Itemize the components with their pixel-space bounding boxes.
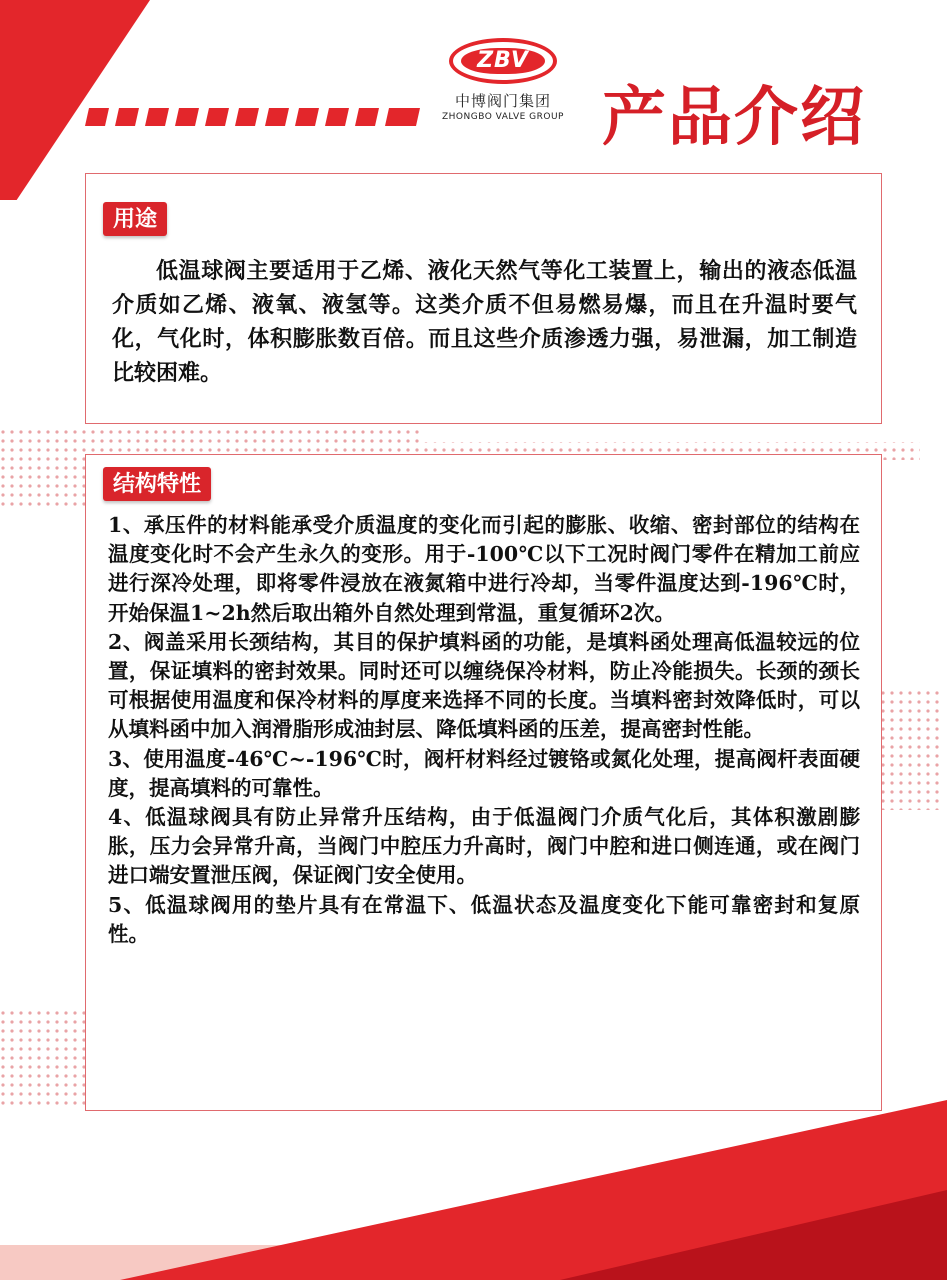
logo-mark-text: ZBV [461, 48, 545, 74]
structure-list [108, 511, 860, 949]
zbv-logo-mark [449, 38, 557, 84]
logo-company-name-en: ZHONGBO VALVE GROUP [442, 112, 564, 122]
usage-badge: 用途 [103, 202, 167, 236]
page-title: 产品介绍 [602, 80, 866, 155]
usage-text: 低温球阀主要适用于乙烯、液化天然气等化工装置上，输出的液态低温介质如乙烯、液氧、液氢等。这类介质不但易燃易爆，而且在升温时要气化，气化时，体积膨胀数百倍。而且这些介质渗透力强，易泄漏，加工制造比较困难。 [112, 258, 857, 386]
structure-item: 5、低温球阀用的垫片具有在常温下、低温状态及温度变化下能可靠密封和复原性。 [108, 892, 860, 946]
dot-pattern-left [0, 1010, 90, 1110]
structure-item: 4、低温球阀具有防止异常升压结构，由于低温阀门介质气化后，其体积激剧膨胀，压力会异常升高，当阀门中腔压力升高时，阀门中腔和进口侧连通，或在阀门进口端安置泄压阀，保证阀门安全使用。 [108, 805, 860, 888]
logo-company-name-cn: 中博阀门集团 [454, 92, 551, 110]
company-logo [437, 38, 569, 122]
structure-item: 2、阀盖采用长颈结构，其目的保护填料函的功能，是填料函处理高低温较远的位置，保证填料的密封效果。同时还可以缠绕保冷材料，防止冷能损失。长颈的颈长可根据使用温度和保冷材料的厚度来选择不同的长度。当填料密封效降低时，可以从填料函中加入润滑脂形成油封层、降低填料函的压差，提高密封性能。 [108, 629, 860, 742]
usage-panel [85, 173, 882, 424]
header-stripes [85, 108, 420, 126]
structure-panel [85, 454, 882, 1111]
corner-decoration-top-left [0, 0, 200, 200]
structure-badge: 结构特性 [103, 467, 211, 501]
structure-item: 1、承压件的材料能承受介质温度的变化而引起的膨胀、收缩、密封部位的结构在温度变化时不会产生永久的变形。用于-100℃以下工况时阀门零件在精加工前应进行深冷处理，即将零件浸放在液氮箱中进行冷却，当零件温度达到-196℃时，开始保温1~2h然后取出箱外自然处理到常温，重复循环2次。 [108, 513, 860, 625]
structure-item: 3、使用温度-46℃~-196℃时，阀杆材料经过镀铬或氮化处理，提高阀杆表面硬度，提高填料的可靠性。 [108, 746, 860, 800]
dot-pattern-right [880, 690, 940, 810]
